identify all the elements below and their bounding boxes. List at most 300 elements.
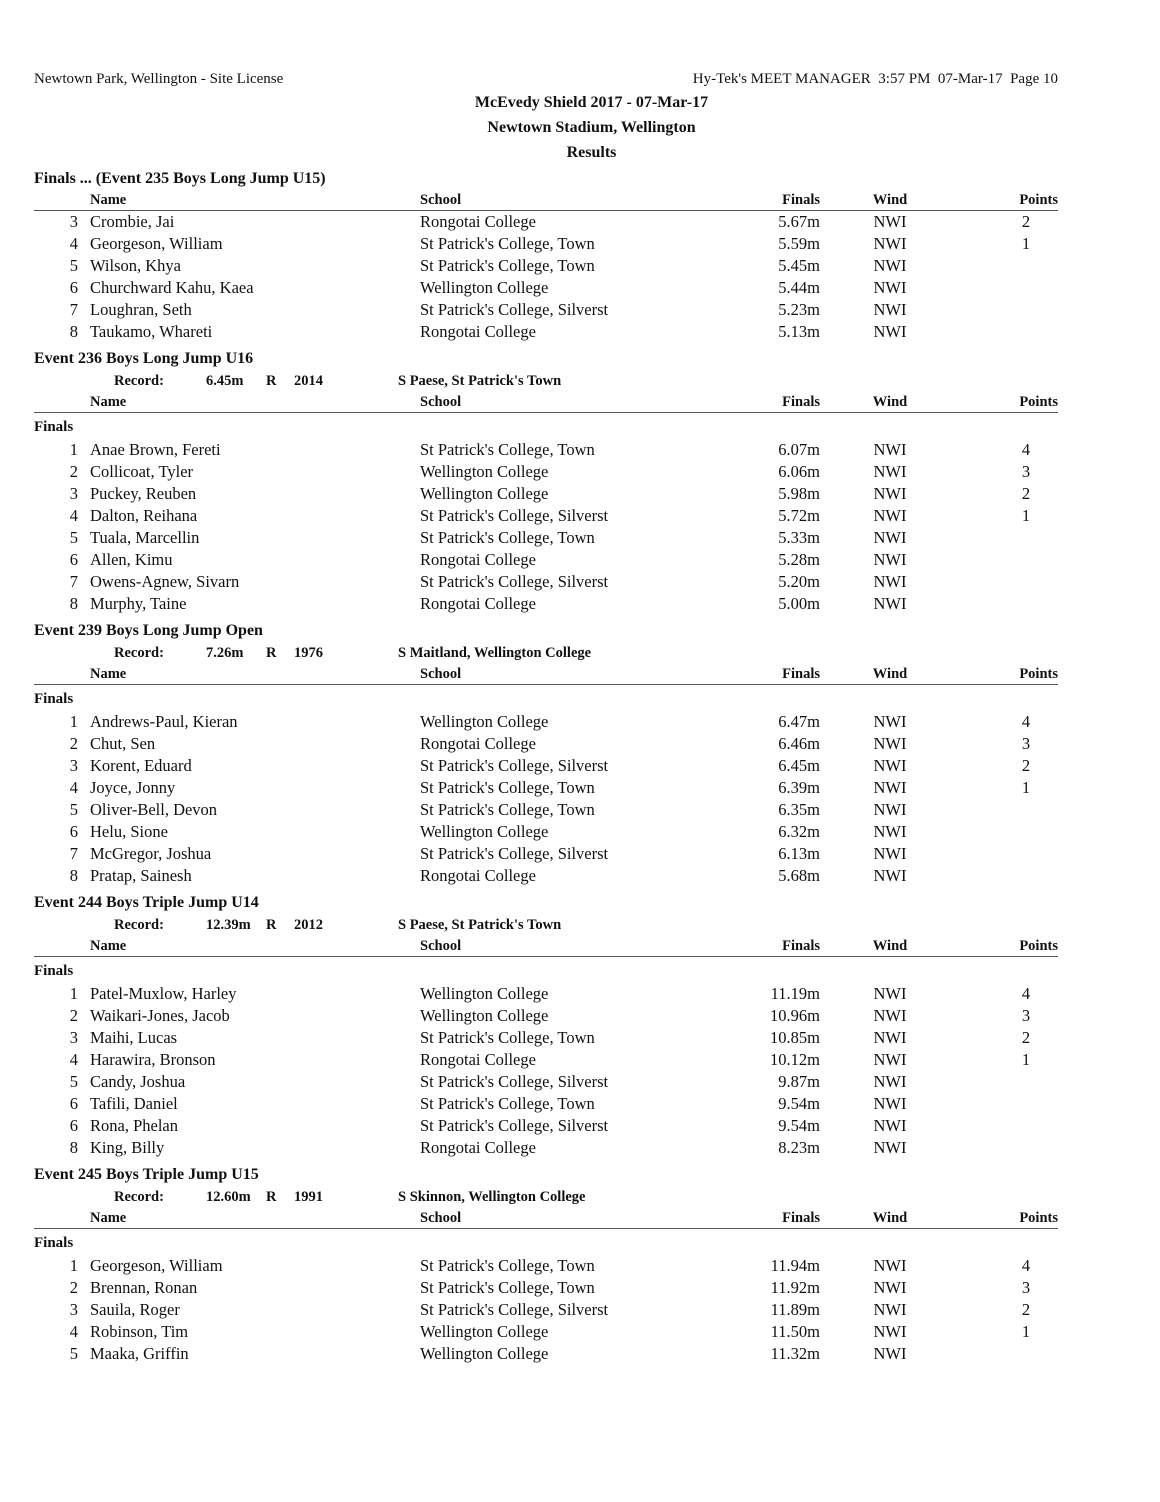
athlete-name: Tuala, Marcellin — [90, 528, 200, 547]
wind: NWI — [873, 1322, 907, 1341]
record-type: R — [266, 917, 277, 933]
col-points: Points — [1019, 666, 1058, 682]
wind: NWI — [873, 800, 907, 819]
wind: NWI — [873, 1028, 907, 1047]
col-name: Name — [90, 666, 127, 682]
athlete-name: Anae Brown, Fereti — [90, 440, 221, 459]
school: St Patrick's College, Town — [420, 234, 595, 253]
round-label: Finals — [34, 691, 74, 707]
school: Wellington College — [420, 1344, 549, 1363]
athlete-name: Helu, Sione — [90, 822, 168, 841]
table-row — [34, 1049, 1058, 1071]
event-section — [34, 1164, 1058, 1365]
wind: NWI — [873, 440, 907, 459]
finals-mark: 5.67m — [778, 212, 820, 231]
school: Rongotai College — [420, 212, 536, 231]
col-school: School — [420, 666, 462, 682]
place: 3 — [69, 1300, 78, 1319]
table-row — [34, 1071, 1058, 1093]
wind: NWI — [873, 1256, 907, 1275]
table-row — [34, 821, 1058, 843]
place: 6 — [69, 1094, 78, 1113]
event-record — [34, 642, 1058, 664]
finals-mark: 5.23m — [778, 300, 820, 319]
athlete-name: Tafili, Daniel — [90, 1094, 178, 1113]
place: 4 — [69, 1050, 78, 1069]
table-row — [34, 1343, 1058, 1365]
round-label: Finals — [34, 963, 74, 979]
school: Rongotai College — [420, 734, 536, 753]
column-header — [34, 190, 1058, 211]
col-finals: Finals — [782, 666, 820, 682]
school: St Patrick's College, Town — [420, 800, 595, 819]
wind: NWI — [873, 1116, 907, 1135]
school: Wellington College — [420, 1322, 549, 1341]
col-wind: Wind — [872, 938, 908, 954]
school: St Patrick's College, Town — [420, 778, 595, 797]
wind: NWI — [873, 844, 907, 863]
event-section — [34, 620, 1058, 887]
record-type: R — [266, 1189, 277, 1205]
round-label: Finals — [34, 1235, 74, 1251]
school: St Patrick's College, Silverst — [420, 1072, 609, 1091]
school: St Patrick's College, Town — [420, 1256, 595, 1275]
place: 8 — [69, 594, 78, 613]
place: 2 — [69, 1278, 78, 1297]
finals-mark: 6.13m — [778, 844, 820, 863]
record-type: R — [266, 645, 277, 661]
col-wind: Wind — [872, 192, 908, 208]
wind: NWI — [873, 1006, 907, 1025]
points: 2 — [1021, 484, 1031, 503]
finals-mark: 11.94m — [770, 1256, 820, 1275]
col-wind: Wind — [872, 666, 908, 682]
points: 1 — [1021, 1050, 1031, 1069]
athlete-name: McGregor, Joshua — [90, 844, 212, 863]
wind: NWI — [873, 712, 907, 731]
finals-mark: 6.46m — [778, 734, 820, 753]
athlete-name: Joyce, Jonny — [90, 778, 176, 797]
wind: NWI — [873, 462, 907, 481]
table-row — [34, 1255, 1058, 1277]
athlete-name: Candy, Joshua — [90, 1072, 186, 1091]
col-finals: Finals — [782, 1210, 820, 1226]
table-row — [34, 733, 1058, 755]
athlete-name: Brennan, Ronan — [90, 1278, 198, 1297]
table-row — [34, 527, 1058, 549]
finals-mark: 11.19m — [770, 984, 820, 1003]
column-header — [34, 1208, 1058, 1229]
place: 1 — [69, 1256, 78, 1275]
record-label: Record: — [114, 1189, 164, 1205]
athlete-name: Dalton, Reihana — [90, 506, 198, 525]
table-row — [34, 865, 1058, 887]
column-header — [34, 392, 1058, 413]
event-record — [34, 370, 1058, 392]
place: 5 — [69, 800, 78, 819]
table-row — [34, 277, 1058, 299]
event-title: Finals ... (Event 235 Boys Long Jump U15) — [34, 170, 326, 187]
points: 1 — [1021, 778, 1031, 797]
school: Rongotai College — [420, 322, 536, 341]
finals-mark: 5.13m — [778, 322, 820, 341]
finals-mark: 11.32m — [770, 1344, 820, 1363]
event-record — [34, 914, 1058, 936]
event-title: Event 236 Boys Long Jump U16 — [34, 350, 254, 367]
column-header — [34, 664, 1058, 685]
points: 2 — [1021, 212, 1031, 231]
record-label: Record: — [114, 373, 164, 389]
finals-mark: 5.00m — [778, 594, 820, 613]
athlete-name: Taukamo, Whareti — [90, 322, 213, 341]
finals-mark: 9.87m — [778, 1072, 820, 1091]
school: Rongotai College — [420, 1050, 536, 1069]
place: 1 — [69, 984, 78, 1003]
meet-manager-header: Hy-Tek's MEET MANAGER 3:57 PM 07-Mar-17 Page 10 — [692, 71, 1058, 87]
record-holder: S Paese, St Patrick's Town — [398, 917, 562, 933]
wind: NWI — [873, 756, 907, 775]
place: 7 — [69, 300, 78, 319]
table-row — [34, 755, 1058, 777]
wind: NWI — [873, 1344, 907, 1363]
finals-mark: 5.28m — [778, 550, 820, 569]
record-year: 2012 — [294, 917, 323, 933]
table-row — [34, 983, 1058, 1005]
record-year: 1991 — [294, 1189, 323, 1205]
record-type: R — [266, 373, 277, 389]
wind: NWI — [873, 300, 907, 319]
points: 4 — [1021, 440, 1031, 459]
points: 4 — [1021, 984, 1031, 1003]
event-section — [34, 348, 1058, 615]
col-name: Name — [90, 938, 127, 954]
wind: NWI — [873, 322, 907, 341]
table-row — [34, 299, 1058, 321]
points: 2 — [1021, 1300, 1031, 1319]
event-section — [34, 168, 1058, 343]
wind: NWI — [873, 572, 907, 591]
record-mark: 7.26m — [206, 645, 244, 661]
finals-mark: 6.47m — [778, 712, 820, 731]
place: 8 — [69, 866, 78, 885]
athlete-name: Maihi, Lucas — [90, 1028, 178, 1047]
table-row — [34, 593, 1058, 615]
site-license-header: Newtown Park, Wellington - Site License — [34, 71, 284, 87]
wind: NWI — [873, 278, 907, 297]
finals-mark: 5.59m — [778, 234, 820, 253]
place: 4 — [69, 506, 78, 525]
athlete-name: Murphy, Taine — [90, 594, 187, 613]
record-label: Record: — [114, 645, 164, 661]
table-row — [34, 843, 1058, 865]
athlete-name: Owens-Agnew, Sivarn — [90, 572, 240, 591]
finals-mark: 11.89m — [770, 1300, 820, 1319]
athlete-name: Waikari-Jones, Jacob — [90, 1006, 230, 1025]
athlete-name: Crombie, Jai — [90, 212, 175, 231]
wind: NWI — [873, 1050, 907, 1069]
school: Wellington College — [420, 1006, 549, 1025]
athlete-name: Georgeson, William — [90, 234, 223, 253]
athlete-name: Robinson, Tim — [90, 1322, 189, 1341]
finals-mark: 8.23m — [778, 1138, 820, 1157]
school: St Patrick's College, Town — [420, 1028, 595, 1047]
col-school: School — [420, 394, 462, 410]
round-label: Finals — [34, 419, 74, 435]
finals-mark: 6.07m — [778, 440, 820, 459]
result-rows — [34, 1255, 1058, 1365]
col-wind: Wind — [872, 394, 908, 410]
record-mark: 12.39m — [206, 917, 251, 933]
school: Wellington College — [420, 822, 549, 841]
athlete-name: Patel-Muxlow, Harley — [90, 984, 237, 1003]
col-finals: Finals — [782, 192, 820, 208]
place: 1 — [69, 440, 78, 459]
athlete-name: Korent, Eduard — [90, 756, 192, 775]
place: 3 — [69, 212, 78, 231]
finals-mark: 10.12m — [770, 1050, 820, 1069]
place: 6 — [69, 278, 78, 297]
finals-mark: 5.72m — [778, 506, 820, 525]
record-label: Record: — [114, 917, 164, 933]
school: St Patrick's College, Town — [420, 440, 595, 459]
finals-mark: 6.39m — [778, 778, 820, 797]
athlete-name: Sauila, Roger — [90, 1300, 180, 1319]
event-title: Event 245 Boys Triple Jump U15 — [34, 1166, 259, 1183]
table-row — [34, 255, 1058, 277]
school: St Patrick's College, Silverst — [420, 844, 609, 863]
place: 3 — [69, 756, 78, 775]
athlete-name: Chut, Sen — [90, 734, 156, 753]
school: St Patrick's College, Town — [420, 528, 595, 547]
place: 1 — [69, 712, 78, 731]
school: St Patrick's College, Silverst — [420, 1300, 609, 1319]
athlete-name: Andrews-Paul, Kieran — [90, 712, 238, 731]
wind: NWI — [873, 1278, 907, 1297]
table-row — [34, 233, 1058, 255]
table-row — [34, 1137, 1058, 1159]
finals-mark: 11.92m — [770, 1278, 820, 1297]
place: 4 — [69, 1322, 78, 1341]
record-year: 2014 — [294, 373, 323, 389]
meet-title: McEvedy Shield 2017 - 07-Mar-17 — [474, 94, 709, 111]
wind: NWI — [873, 984, 907, 1003]
wind: NWI — [873, 778, 907, 797]
table-row — [34, 571, 1058, 593]
points: 1 — [1021, 1322, 1031, 1341]
column-header — [34, 936, 1058, 957]
col-name: Name — [90, 192, 127, 208]
wind: NWI — [873, 866, 907, 885]
place: 3 — [69, 1028, 78, 1047]
finals-mark: 6.35m — [778, 800, 820, 819]
place: 7 — [69, 844, 78, 863]
place: 5 — [69, 528, 78, 547]
place: 6 — [69, 1116, 78, 1135]
points: 4 — [1021, 1256, 1031, 1275]
place: 4 — [69, 778, 78, 797]
wind: NWI — [873, 734, 907, 753]
finals-mark: 6.45m — [778, 756, 820, 775]
col-points: Points — [1019, 192, 1058, 208]
wind: NWI — [873, 256, 907, 275]
place: 2 — [69, 1006, 78, 1025]
table-row — [34, 1093, 1058, 1115]
table-row — [34, 483, 1058, 505]
result-rows — [34, 983, 1058, 1159]
finals-mark: 5.44m — [778, 278, 820, 297]
athlete-name: Pratap, Sainesh — [90, 866, 192, 885]
athlete-name: Puckey, Reuben — [90, 484, 197, 503]
finals-mark: 10.96m — [770, 1006, 820, 1025]
finals-mark: 5.98m — [778, 484, 820, 503]
place: 5 — [69, 1072, 78, 1091]
wind: NWI — [873, 594, 907, 613]
event-title: Event 239 Boys Long Jump Open — [34, 622, 263, 639]
wind: NWI — [873, 550, 907, 569]
athlete-name: Loughran, Seth — [90, 300, 192, 319]
school: Rongotai College — [420, 1138, 536, 1157]
finals-mark: 5.20m — [778, 572, 820, 591]
venue-title: Newtown Stadium, Wellington — [487, 119, 696, 136]
record-year: 1976 — [294, 645, 323, 661]
athlete-name: Oliver-Bell, Devon — [90, 800, 218, 819]
table-row — [34, 321, 1058, 343]
points: 4 — [1021, 712, 1031, 731]
points: 1 — [1021, 506, 1031, 525]
table-row — [34, 1299, 1058, 1321]
wind: NWI — [873, 1094, 907, 1113]
athlete-name: King, Billy — [90, 1138, 165, 1157]
table-row — [34, 777, 1058, 799]
school: St Patrick's College, Silverst — [420, 572, 609, 591]
finals-mark: 9.54m — [778, 1116, 820, 1135]
athlete-name: Wilson, Khya — [90, 256, 181, 275]
finals-mark: 5.68m — [778, 866, 820, 885]
table-row — [34, 1277, 1058, 1299]
finals-mark: 5.33m — [778, 528, 820, 547]
table-row — [34, 1005, 1058, 1027]
wind: NWI — [873, 822, 907, 841]
school: St Patrick's College, Town — [420, 256, 595, 275]
table-row — [34, 211, 1058, 233]
place: 2 — [69, 734, 78, 753]
event-record — [34, 1186, 1058, 1208]
results-title: Results — [566, 144, 617, 161]
points: 3 — [1021, 734, 1031, 753]
col-school: School — [420, 192, 462, 208]
school: St Patrick's College, Town — [420, 1094, 595, 1113]
result-rows — [34, 211, 1058, 343]
athlete-name: Collicoat, Tyler — [90, 462, 194, 481]
record-holder: S Skinnon, Wellington College — [398, 1189, 586, 1205]
result-rows — [34, 711, 1058, 887]
col-finals: Finals — [782, 938, 820, 954]
school: St Patrick's College, Silverst — [420, 756, 609, 775]
wind: NWI — [873, 484, 907, 503]
school: Rongotai College — [420, 550, 536, 569]
event-title: Event 244 Boys Triple Jump U14 — [34, 894, 259, 911]
wind: NWI — [873, 234, 907, 253]
wind: NWI — [873, 1072, 907, 1091]
col-points: Points — [1019, 394, 1058, 410]
place: 2 — [69, 462, 78, 481]
place: 6 — [69, 550, 78, 569]
athlete-name: Rona, Phelan — [90, 1116, 178, 1135]
school: Rongotai College — [420, 866, 536, 885]
finals-mark: 9.54m — [778, 1094, 820, 1113]
school: Wellington College — [420, 712, 549, 731]
athlete-name: Churchward Kahu, Kaea — [90, 278, 254, 297]
place: 3 — [69, 484, 78, 503]
finals-mark: 11.50m — [770, 1322, 820, 1341]
school: Wellington College — [420, 278, 549, 297]
table-row — [34, 439, 1058, 461]
athlete-name: Harawira, Bronson — [90, 1050, 216, 1069]
table-row — [34, 549, 1058, 571]
table-row — [34, 1115, 1058, 1137]
athlete-name: Allen, Kimu — [90, 550, 173, 569]
place: 8 — [69, 322, 78, 341]
finals-mark: 6.32m — [778, 822, 820, 841]
finals-mark: 5.45m — [778, 256, 820, 275]
table-row — [34, 461, 1058, 483]
record-mark: 12.60m — [206, 1189, 251, 1205]
col-wind: Wind — [872, 1210, 908, 1226]
place: 5 — [69, 256, 78, 275]
col-points: Points — [1019, 1210, 1058, 1226]
points: 3 — [1021, 1006, 1031, 1025]
finals-mark: 10.85m — [770, 1028, 820, 1047]
school: St Patrick's College, Silverst — [420, 300, 609, 319]
col-school: School — [420, 938, 462, 954]
record-holder: S Paese, St Patrick's Town — [398, 373, 562, 389]
record-mark: 6.45m — [206, 373, 244, 389]
points: 2 — [1021, 1028, 1031, 1047]
points: 3 — [1021, 462, 1031, 481]
event-section — [34, 892, 1058, 1159]
table-row — [34, 799, 1058, 821]
points: 1 — [1021, 234, 1031, 253]
school: St Patrick's College, Town — [420, 1278, 595, 1297]
place: 8 — [69, 1138, 78, 1157]
points: 2 — [1021, 756, 1031, 775]
school: Rongotai College — [420, 594, 536, 613]
record-holder: S Maitland, Wellington College — [398, 645, 592, 661]
col-name: Name — [90, 1210, 127, 1226]
wind: NWI — [873, 212, 907, 231]
points: 3 — [1021, 1278, 1031, 1297]
events-list — [34, 168, 1058, 1370]
wind: NWI — [873, 528, 907, 547]
col-school: School — [420, 1210, 462, 1226]
table-row — [34, 1321, 1058, 1343]
col-finals: Finals — [782, 394, 820, 410]
wind: NWI — [873, 1138, 907, 1157]
wind: NWI — [873, 506, 907, 525]
school: Wellington College — [420, 984, 549, 1003]
school: St Patrick's College, Silverst — [420, 506, 609, 525]
result-rows — [34, 439, 1058, 615]
wind: NWI — [873, 1300, 907, 1319]
table-row — [34, 505, 1058, 527]
table-row — [34, 1027, 1058, 1049]
place: 6 — [69, 822, 78, 841]
school: Wellington College — [420, 484, 549, 503]
place: 4 — [69, 234, 78, 253]
col-points: Points — [1019, 938, 1058, 954]
finals-mark: 6.06m — [778, 462, 820, 481]
athlete-name: Maaka, Griffin — [90, 1344, 189, 1363]
